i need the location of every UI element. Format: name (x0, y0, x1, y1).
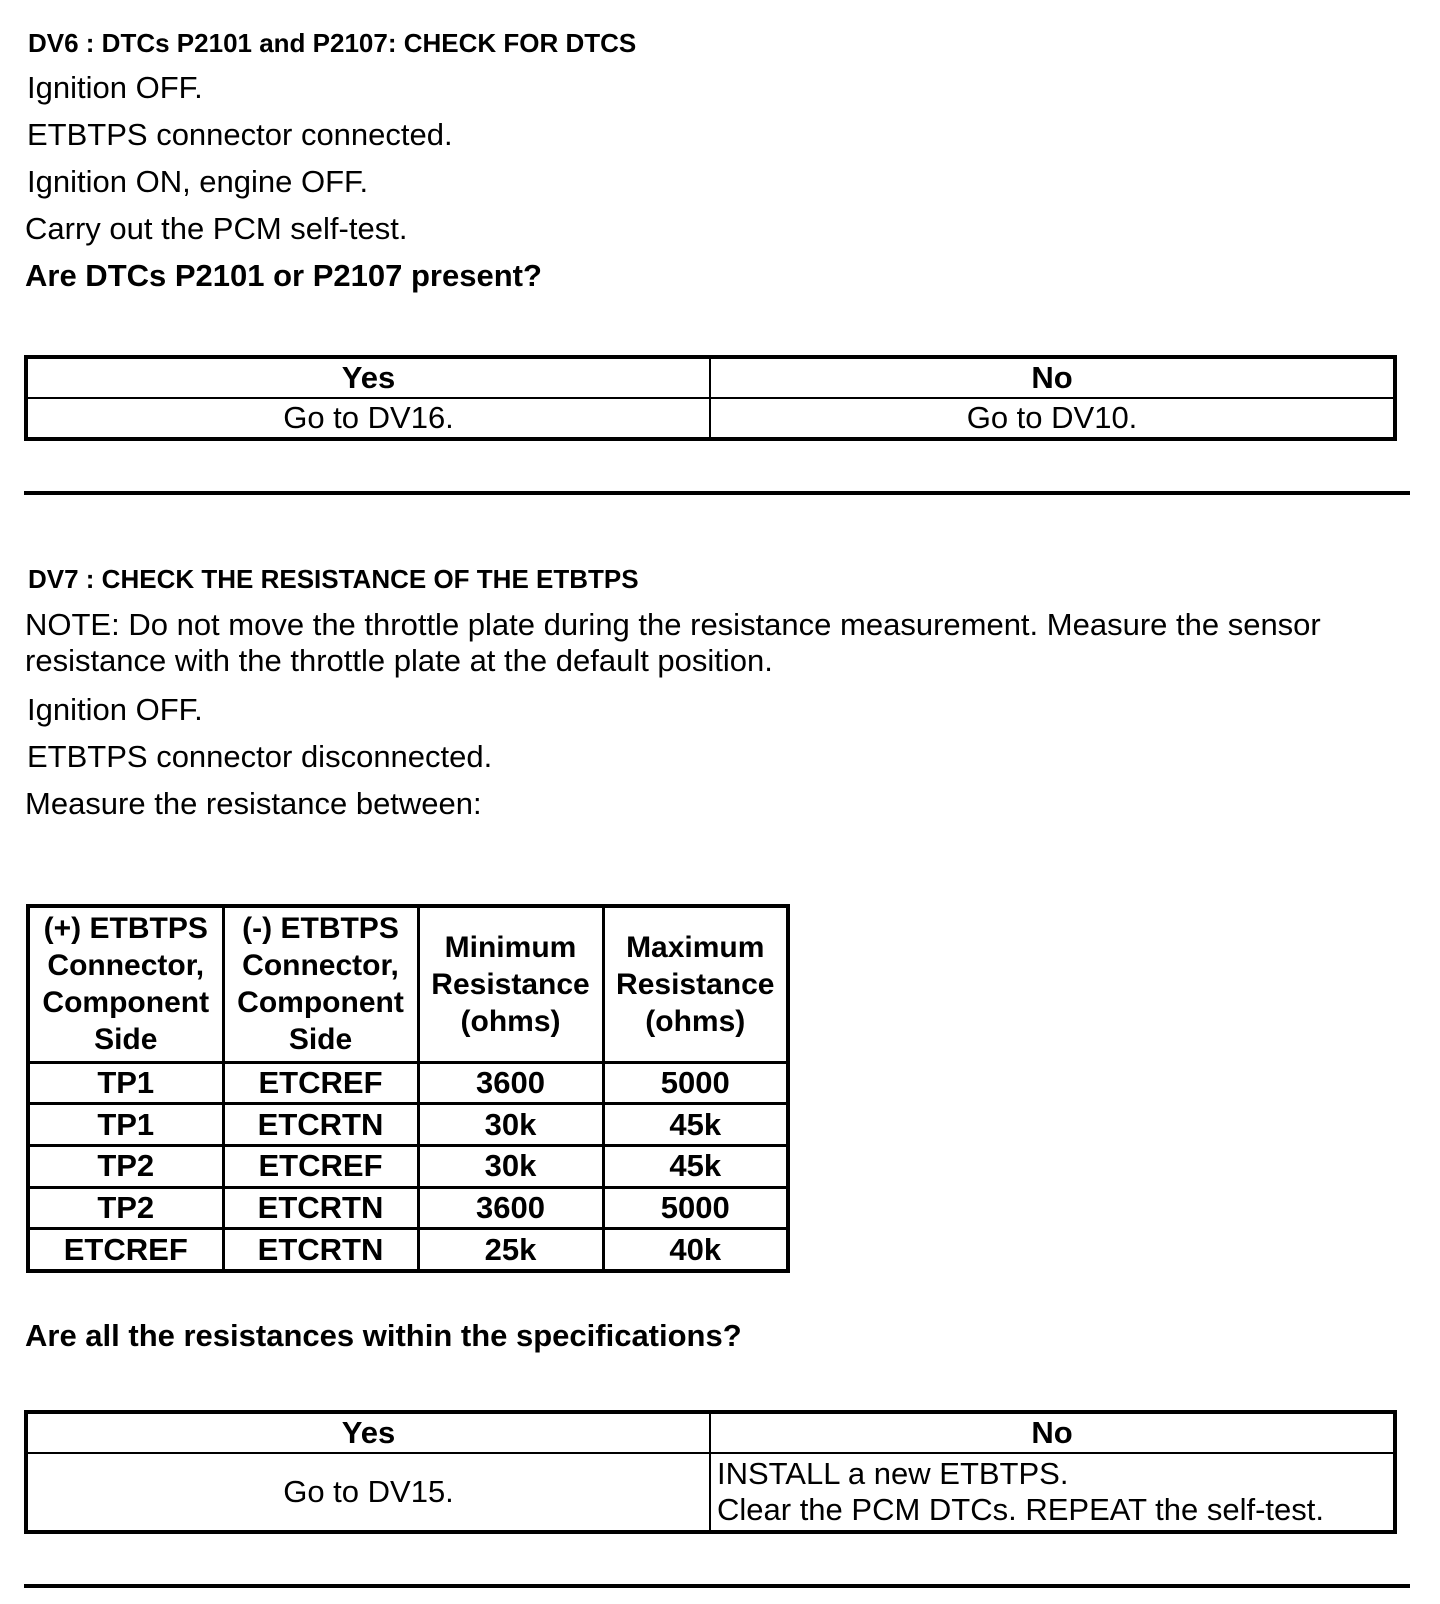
section-divider-2 (24, 1584, 1410, 1588)
table-cell: ETCREF (28, 1229, 223, 1271)
table-cell: 45k (603, 1145, 788, 1187)
dv6-step-3: Ignition ON, engine OFF. (27, 164, 369, 199)
dv6-no-action: Go to DV10. (710, 398, 1395, 439)
table-cell: ETCRTN (223, 1187, 418, 1229)
dv7-heading: DV7 : CHECK THE RESISTANCE OF THE ETBTPS (28, 564, 639, 594)
dv7-answer-table (24, 1410, 1397, 1534)
table-cell: 30k (418, 1145, 603, 1187)
table-row (28, 1104, 788, 1146)
table-cell: 5000 (603, 1062, 788, 1104)
dv7-question: Are all the resistances within the specifications? (25, 1318, 742, 1353)
section-divider-1 (24, 491, 1410, 495)
table-cell: 3600 (418, 1187, 603, 1229)
dv6-answer-table (24, 355, 1397, 441)
table-row (28, 1229, 788, 1271)
table-cell: 5000 (603, 1187, 788, 1229)
table-row (28, 1145, 788, 1187)
column-header-minimum: Minimum Resistance (ohms) (418, 906, 603, 1062)
table-cell: 25k (418, 1229, 603, 1271)
dv7-no-action (710, 1453, 1395, 1532)
table-cell: ETCREF (223, 1062, 418, 1104)
table-cell: TP2 (28, 1145, 223, 1187)
table-cell: TP2 (28, 1187, 223, 1229)
dv7-step-3: Measure the resistance between: (25, 786, 482, 821)
dv7-yes-header: Yes (26, 1412, 710, 1453)
dv6-step-4: Carry out the PCM self-test. (25, 211, 408, 246)
dv7-step-2: ETBTPS connector disconnected. (27, 739, 493, 774)
column-header-negative: (-) ETBTPS Connector, Component Side (223, 906, 418, 1062)
table-cell: ETCRTN (223, 1229, 418, 1271)
table-cell: 45k (603, 1104, 788, 1146)
dv7-no-header: No (710, 1412, 1395, 1453)
table-cell: 30k (418, 1104, 603, 1146)
dv7-step-1: Ignition OFF. (27, 692, 203, 727)
dv6-no-header: No (710, 357, 1395, 398)
table-row (28, 1187, 788, 1229)
dv6-step-2: ETBTPS connector connected. (27, 117, 453, 152)
dv6-step-1: Ignition OFF. (27, 70, 203, 105)
dv6-question: Are DTCs P2101 or P2107 present? (25, 258, 542, 293)
dv6-yes-header: Yes (26, 357, 710, 398)
table-cell: TP1 (28, 1062, 223, 1104)
resistance-table (26, 904, 790, 1273)
column-header-maximum: Maximum Resistance (ohms) (603, 906, 788, 1062)
dv7-no-action-line-1: INSTALL a new ETBTPS. (717, 1456, 1069, 1491)
table-cell: 3600 (418, 1062, 603, 1104)
table-cell: TP1 (28, 1104, 223, 1146)
column-header-positive: (+) ETBTPS Connector, Component Side (28, 906, 223, 1062)
dv7-yes-action: Go to DV15. (26, 1453, 710, 1532)
table-cell: ETCRTN (223, 1104, 418, 1146)
dv7-note: NOTE: Do not move the throttle plate during the resistance measurement. Measure the sensor resistance with the throttle plate at the default position. (25, 607, 1321, 678)
dv6-yes-action: Go to DV16. (26, 398, 710, 439)
dv7-no-action-line-2: Clear the PCM DTCs. REPEAT the self-test. (717, 1492, 1324, 1527)
table-cell: 40k (603, 1229, 788, 1271)
dv6-heading: DV6 : DTCs P2101 and P2107: CHECK FOR DTCS (28, 28, 637, 58)
table-row (28, 1062, 788, 1104)
table-cell: ETCREF (223, 1145, 418, 1187)
